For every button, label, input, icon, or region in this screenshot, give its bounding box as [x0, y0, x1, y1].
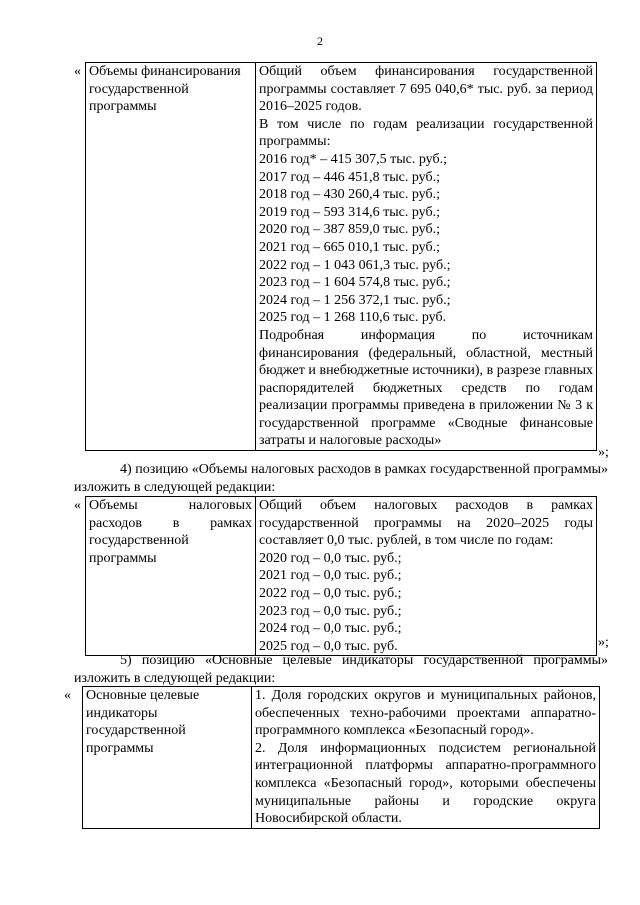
tax-year-line: 2020 год – 0,0 тыс. руб.; — [259, 550, 402, 566]
tax-expenses-label: Объемы налоговых расходов в рамках государственной программы — [86, 497, 256, 656]
financing-details: Подробная информация по источникам финансирования (федеральный, областной, местный бюджет и внебюджетные источники), в разрезе главных распорядителей бюджетных средств по годам реализации программы приведена в приложении № 3 к государственной программе «Сводные финансовые затраты и налоговые расходы» — [259, 327, 593, 449]
financing-year-line: 2022 год – 1 043 061,3 тыс. руб.; — [259, 257, 451, 273]
financing-content — [256, 63, 597, 451]
financing-year-line: 2021 год – 665 010,1 тыс. руб.; — [259, 239, 440, 255]
tax-year-line: 2025 год – 0,0 тыс. руб. — [259, 638, 398, 654]
financing-year-line: 2016 год* – 415 307,5 тыс. руб.; — [259, 151, 447, 167]
page-number: 2 — [317, 34, 323, 48]
tax-year-line: 2024 год – 0,0 тыс. руб.; — [259, 621, 402, 637]
financing-year-line: 2017 год – 446 451,8 тыс. руб.; — [259, 169, 440, 185]
financing-intro: Общий объем финансирования государственной программы составляет 7 695 040,6* тыс. руб. за период 2016–2025 годов. — [259, 64, 593, 115]
tax-year-line: 2022 год – 0,0 тыс. руб.; — [259, 585, 402, 601]
paragraph-4: 4) позицию «Объемы налоговых расходов в рамках государственной программы» изложить в следующей редакции: — [74, 462, 608, 495]
financing-year-line: 2019 год – 593 314,6 тыс. руб.; — [259, 204, 440, 220]
financing-year-line: 2018 год – 430 260,4 тыс. руб.; — [259, 187, 440, 203]
financing-table — [85, 62, 597, 451]
financing-year-line: 2024 год – 1 256 372,1 тыс. руб.; — [259, 292, 451, 308]
open-quote: « — [74, 498, 81, 513]
indicators-content — [252, 687, 600, 829]
tax-year-line: 2023 год – 0,0 тыс. руб.; — [259, 603, 402, 619]
financing-year-line: 2023 год – 1 604 574,8 тыс. руб.; — [259, 275, 451, 291]
close-quote: »; — [598, 635, 609, 650]
indicator-item-1: 1. Доля городских округов и муниципальных районов, обеспеченных техно-рабочими проектами аппаратно-программного комплекса «Безопасный город». — [255, 688, 596, 739]
indicators-label: Основные целевые индикаторы государственной программы — [83, 687, 252, 829]
financing-year-line: 2025 год – 1 268 110,6 тыс. руб. — [259, 310, 447, 326]
indicator-item-2: 2. Доля информационных подсистем региональной интеграционной платформы аппаратно-программного комплекса «Безопасный город», которыми обеспечены муниципальные районы и городские округа Новосибирской области. — [255, 740, 596, 827]
open-quote: « — [74, 64, 81, 79]
financing-label: Объемы финансирования государственной программы — [86, 63, 256, 451]
close-quote: »; — [598, 445, 609, 460]
open-quote: « — [64, 688, 71, 703]
financing-year-line: 2020 год – 387 859,0 тыс. руб.; — [259, 222, 440, 238]
financing-by-year-title: В том числе по годам реализации государственной программы: — [259, 116, 593, 150]
tax-expenses-intro: Общий объем налоговых расходов в рамках государственной программы на 2020–2025 годы составляет 0,0 тыс. рублей, в том числе по годам: — [259, 498, 593, 549]
paragraph-5: 5) позицию «Основные целевые индикаторы государственной программы» изложить в следующей редакции: — [74, 653, 608, 686]
tax-expenses-content — [256, 497, 597, 656]
indicators-table — [82, 686, 600, 829]
tax-year-line: 2021 год – 0,0 тыс. руб.; — [259, 568, 402, 584]
tax-expenses-table — [85, 496, 597, 656]
